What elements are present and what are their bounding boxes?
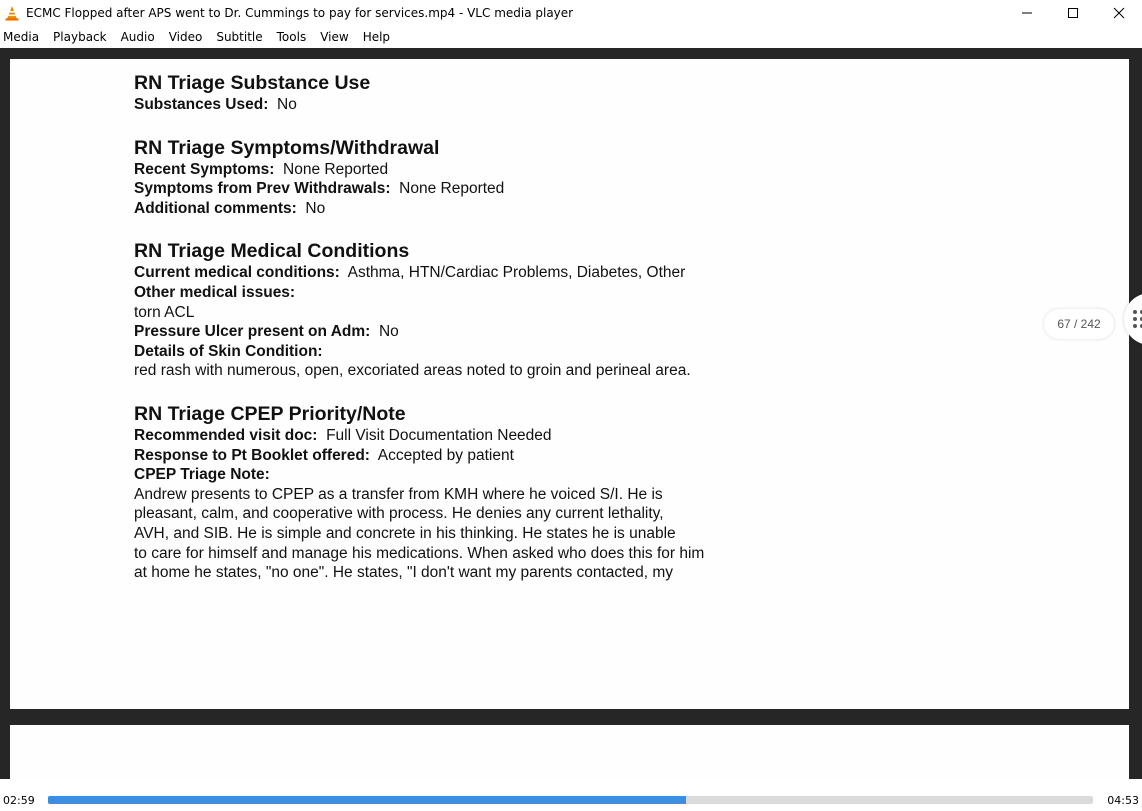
field-label: CPEP Triage Note:	[134, 466, 270, 484]
field-value-line: torn ACL	[134, 303, 195, 321]
field-label: Current medical conditions:	[134, 264, 340, 282]
field-label: Recent Symptoms:	[134, 160, 275, 178]
field-row	[134, 179, 834, 199]
section-heading: RN Triage Medical Conditions	[134, 240, 410, 263]
note-line: AVH, and SIB. He is simple and concrete in his thinking. He states he is unable	[134, 524, 676, 542]
field-row	[134, 342, 834, 362]
grip-dots-icon	[1132, 309, 1142, 329]
page-counter: 67 / 242	[1044, 309, 1114, 339]
field-value: Full Visit Documentation Needed	[326, 426, 552, 444]
field-label: Response to Pt Booklet offered:	[134, 446, 370, 464]
menu-playback[interactable]: Playback	[53, 30, 107, 44]
video-area[interactable]	[0, 48, 1142, 779]
field-value: No	[277, 96, 297, 113]
total-time[interactable]: 04:53	[1107, 794, 1139, 807]
field-value: No	[305, 199, 326, 217]
next-document-page	[10, 725, 1129, 779]
title-bar	[0, 0, 1142, 26]
field-label: Pressure Ulcer present on Adm:	[134, 323, 371, 341]
field-value: None Reported	[399, 180, 505, 198]
note-line: pleasant, calm, and cooperative with process. He denies any current lethality,	[134, 505, 664, 523]
field-value: Accepted by patient	[377, 446, 514, 464]
close-button[interactable]	[1096, 0, 1142, 26]
menu-help[interactable]: Help	[362, 30, 391, 44]
section-cpep-priority-note	[134, 402, 834, 583]
menu-bar	[0, 27, 1142, 48]
menu-tools[interactable]: Tools	[276, 30, 307, 44]
note-line: at home he states, "no one". He states, "I don't want my parents contacted, my	[134, 564, 673, 582]
field-label: Other medical issues:	[134, 283, 296, 301]
maximize-button[interactable]	[1050, 0, 1096, 26]
seek-slider[interactable]	[48, 796, 1093, 804]
document-content	[134, 71, 834, 604]
window-title: ECMC Flopped after APS went to Dr. Cummings to pay for services.mp4 - VLC media player	[26, 6, 574, 20]
note-line: to care for himself and manage his medications. When asked who does this for him	[134, 544, 705, 562]
field-row	[134, 160, 834, 180]
vlc-cone-icon	[4, 5, 20, 21]
field-value-line: red rash with numerous, open, excoriated areas noted to groin and perineal area.	[134, 362, 691, 380]
field-row	[134, 263, 834, 283]
close-icon	[1113, 7, 1125, 19]
window-controls	[1004, 0, 1142, 26]
maximize-icon	[1067, 7, 1079, 19]
section-heading: RN Triage Substance Use	[134, 72, 371, 94]
elapsed-time[interactable]: 02:59	[3, 794, 35, 807]
field-row	[134, 446, 834, 466]
field-row	[134, 322, 834, 342]
seek-progress	[48, 796, 686, 804]
field-value: Asthma, HTN/Cardiac Problems, Diabetes, Other	[347, 264, 686, 282]
field-row	[134, 199, 834, 219]
section-heading: RN Triage CPEP Priority/Note	[134, 402, 406, 425]
menu-media[interactable]: Media	[3, 30, 40, 44]
minimize-button[interactable]	[1004, 0, 1050, 26]
menu-audio[interactable]: Audio	[120, 30, 155, 44]
note-line: Andrew presents to CPEP as a transfer from KMH where he voiced S/I. He is	[134, 485, 663, 503]
menu-video[interactable]: Video	[168, 30, 203, 44]
field-row	[134, 95, 834, 115]
menu-view[interactable]: View	[320, 30, 349, 44]
minimize-icon	[1021, 7, 1033, 19]
section-heading: RN Triage Symptoms/Withdrawal	[134, 136, 440, 159]
field-row	[134, 426, 834, 446]
field-label: Details of Skin Condition:	[134, 342, 323, 360]
field-label: Substances Used:	[134, 96, 269, 113]
playback-controls	[0, 791, 1142, 811]
section-substance-use	[134, 71, 834, 115]
field-label: Additional comments:	[134, 199, 297, 217]
document-page	[10, 59, 1129, 709]
field-row	[134, 465, 834, 485]
field-row	[134, 283, 834, 303]
field-value: No	[378, 323, 399, 341]
section-symptoms-withdrawal	[134, 136, 834, 219]
field-label: Symptoms from Prev Withdrawals:	[134, 180, 391, 198]
menu-subtitle[interactable]: Subtitle	[216, 30, 263, 44]
field-value: None Reported	[283, 160, 389, 178]
field-label: Recommended visit doc:	[134, 426, 318, 444]
section-medical-conditions	[134, 239, 834, 381]
